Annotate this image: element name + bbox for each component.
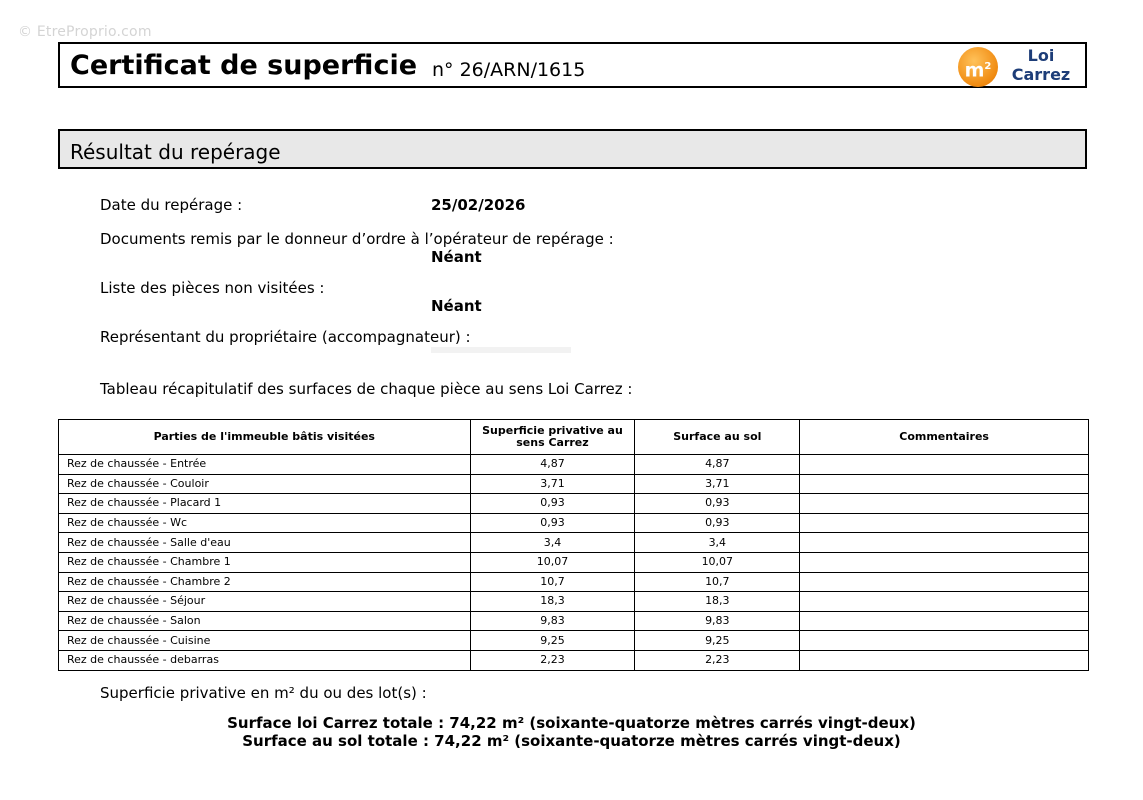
carrez-area: 3,4 [470, 533, 635, 553]
m2-logo-icon [958, 47, 998, 87]
summary-label: Superficie privative en m² du ou des lot(s) : [100, 684, 427, 702]
page-title: Certificat de superficie [70, 50, 418, 81]
comment [800, 533, 1089, 553]
carrez-area: 0,93 [470, 494, 635, 514]
floor-area: 3,4 [635, 533, 800, 553]
section-header [58, 129, 1087, 169]
documents-value: Néant [431, 248, 482, 266]
carrez-area: 3,71 [470, 474, 635, 494]
carrez-area: 9,83 [470, 611, 635, 631]
representative-label: Représentant du propriétaire (accompagnateur) : [100, 328, 471, 346]
table-row [59, 650, 1089, 670]
floor-area: 0,93 [635, 513, 800, 533]
room-name: Rez de chaussée - Wc [59, 513, 471, 533]
comment [800, 552, 1089, 572]
room-name: Rez de chaussée - Placard 1 [59, 494, 471, 514]
room-name: Rez de chaussée - Chambre 2 [59, 572, 471, 592]
comment [800, 572, 1089, 592]
certificate-number: n° 26/ARN/1615 [432, 59, 586, 81]
logo-superscript: 2 [984, 61, 992, 72]
comment [800, 631, 1089, 651]
table-row [59, 592, 1089, 612]
comment [800, 474, 1089, 494]
header-carrez: Superficie privative au sens Carrez [470, 420, 635, 455]
carrez-area: 2,23 [470, 650, 635, 670]
section-title: Résultat du repérage [70, 140, 281, 164]
floor-area: 9,25 [635, 631, 800, 651]
room-name: Rez de chaussée - debarras [59, 650, 471, 670]
redacted-value [431, 347, 571, 353]
date-label: Date du repérage : [100, 196, 243, 214]
floor-area: 18,3 [635, 592, 800, 612]
room-name: Rez de chaussée - Couloir [59, 474, 471, 494]
room-name: Rez de chaussée - Salle d'eau [59, 533, 471, 553]
room-name: Rez de chaussée - Entrée [59, 455, 471, 475]
table-row [59, 552, 1089, 572]
logo-symbol: m [964, 59, 985, 82]
surfaces-table [58, 419, 1089, 671]
carrez-area: 10,07 [470, 552, 635, 572]
header-parts: Parties de l'immeuble bâtis visitées [59, 420, 471, 455]
watermark: © EtreProprio.com [18, 24, 152, 40]
carrez-area: 10,7 [470, 572, 635, 592]
floor-total: Surface au sol totale : 74,22 m² (soixante-quatorze mètres carrés vingt-deux) [242, 732, 901, 750]
floor-area: 10,07 [635, 552, 800, 572]
table-row [59, 455, 1089, 475]
comment [800, 494, 1089, 514]
carrez-area: 4,87 [470, 455, 635, 475]
floor-area: 10,7 [635, 572, 800, 592]
room-name: Rez de chaussée - Salon [59, 611, 471, 631]
header-sol: Surface au sol [635, 420, 800, 455]
logo-line-2: Carrez [1011, 65, 1071, 84]
table-row [59, 513, 1089, 533]
table-row [59, 572, 1089, 592]
table-row [59, 494, 1089, 514]
carrez-area: 9,25 [470, 631, 635, 651]
carrez-area: 0,93 [470, 513, 635, 533]
comment [800, 455, 1089, 475]
table-row [59, 474, 1089, 494]
table-header-row [59, 420, 1089, 455]
table-row [59, 631, 1089, 651]
floor-area: 9,83 [635, 611, 800, 631]
unvisited-rooms-value: Néant [431, 297, 482, 315]
room-name: Rez de chaussée - Séjour [59, 592, 471, 612]
table-row [59, 611, 1089, 631]
floor-area: 4,87 [635, 455, 800, 475]
floor-area: 0,93 [635, 494, 800, 514]
table-intro: Tableau récapitulatif des surfaces de chaque pièce au sens Loi Carrez : [100, 380, 633, 398]
table-row [59, 533, 1089, 553]
room-name: Rez de chaussée - Chambre 1 [59, 552, 471, 572]
floor-area: 3,71 [635, 474, 800, 494]
unvisited-rooms-label: Liste des pièces non visitées : [100, 279, 325, 297]
comment [800, 611, 1089, 631]
comment [800, 513, 1089, 533]
documents-label: Documents remis par le donneur d’ordre à l’opérateur de repérage : [100, 230, 614, 248]
room-name: Rez de chaussée - Cuisine [59, 631, 471, 651]
header-comments: Commentaires [800, 420, 1089, 455]
carrez-total: Surface loi Carrez totale : 74,22 m² (soixante-quatorze mètres carrés vingt-deux) [227, 714, 916, 732]
date-value: 25/02/2026 [431, 196, 526, 214]
loi-carrez-logo [1010, 46, 1072, 84]
comment [800, 592, 1089, 612]
comment [800, 650, 1089, 670]
certificate-header [58, 42, 1087, 88]
carrez-area: 18,3 [470, 592, 635, 612]
floor-area: 2,23 [635, 650, 800, 670]
logo-line-1: Loi [1027, 46, 1055, 65]
